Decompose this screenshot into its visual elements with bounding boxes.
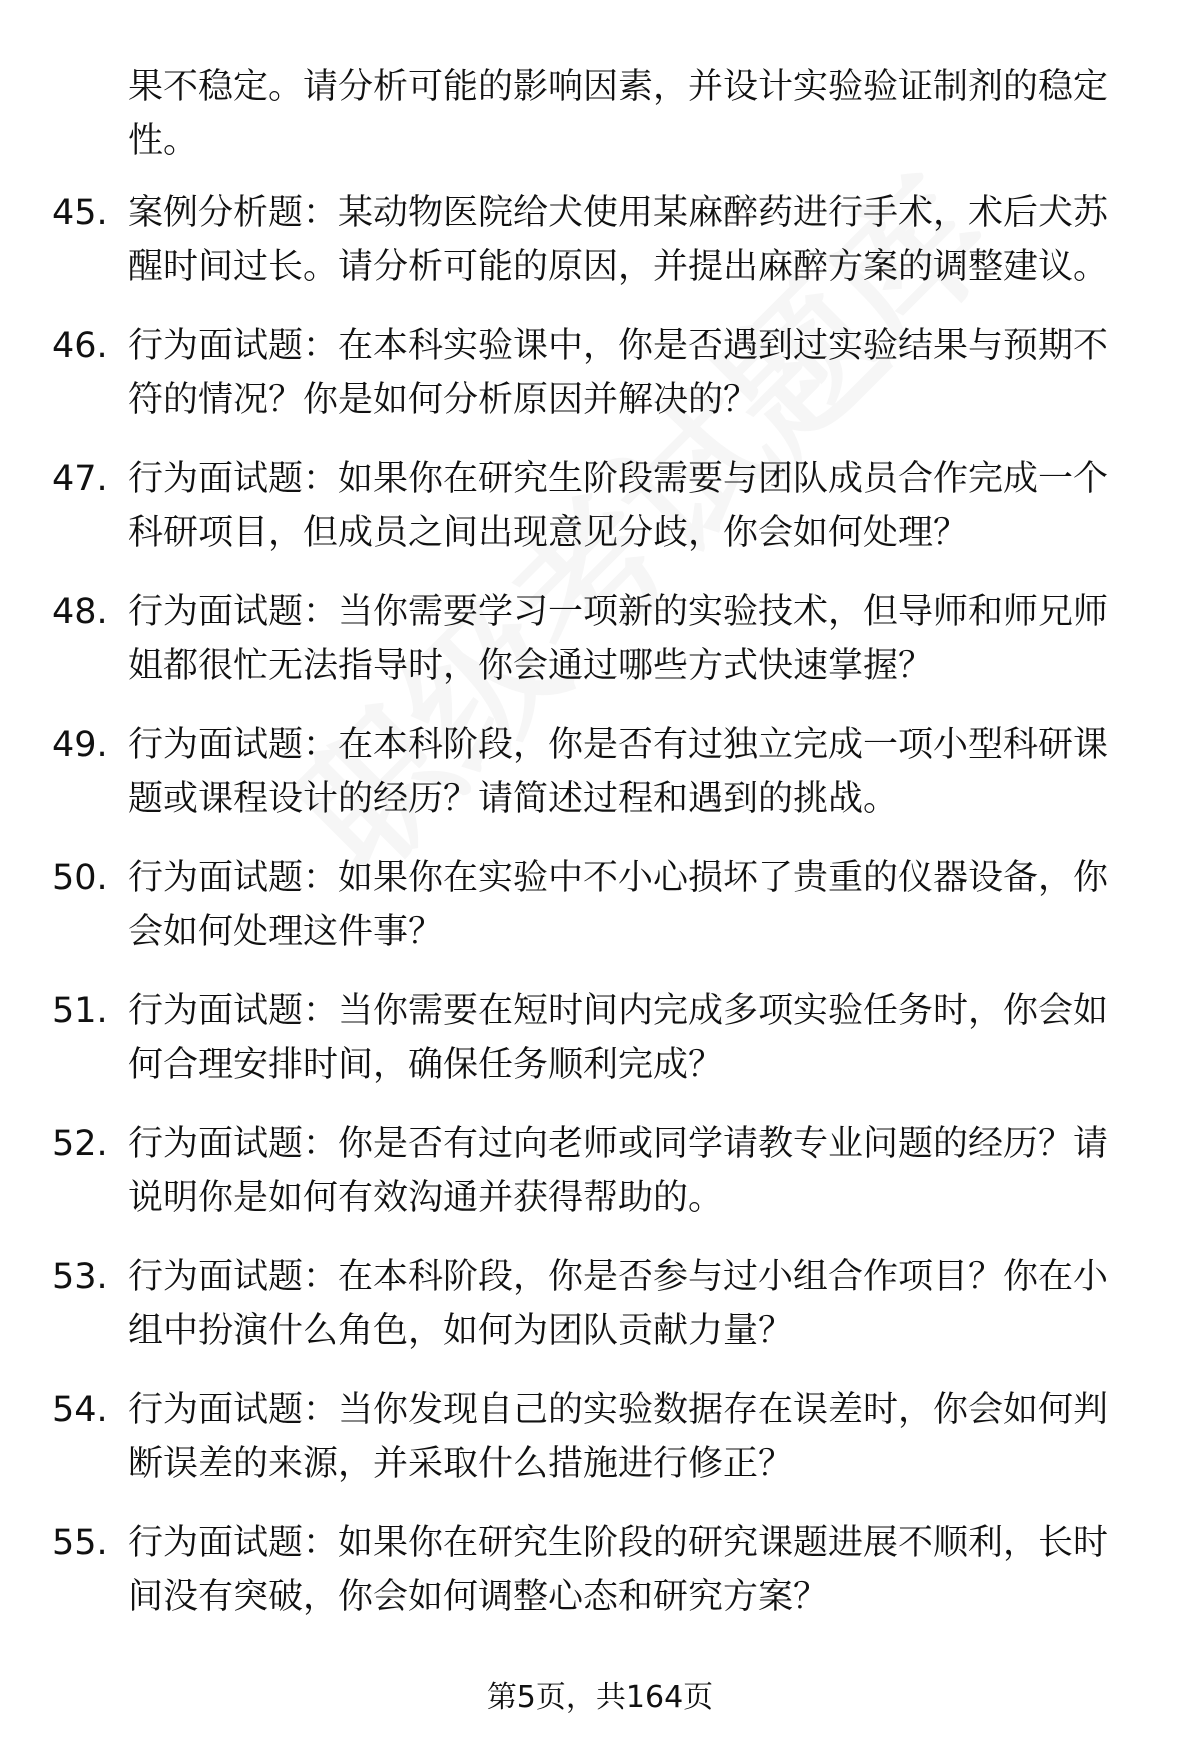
question-text: 案例分析题：某动物医院给犬使用某麻醉药进行手术，术后犬苏醒时间过长。请分析可能的原因，并提出麻醉方案的调整建议。 xyxy=(128,193,1109,287)
question-number: 46. xyxy=(52,326,108,366)
question-item xyxy=(0,319,1200,452)
question-text: 行为面试题：你是否有过向老师或同学请教专业问题的经历？请说明你是如何有效沟通并获得帮助的。 xyxy=(128,1124,1109,1218)
question-item xyxy=(0,1516,1200,1649)
question-text: 行为面试题：在本科阶段，你是否参与过小组合作项目？你在小组中扮演什么角色，如何为团队贡献力量？ xyxy=(128,1257,1109,1351)
page-number-footer: 第5页，共164页 xyxy=(486,1680,714,1715)
question-item xyxy=(0,1250,1200,1383)
question-number: 51. xyxy=(52,991,108,1031)
question-item xyxy=(0,984,1200,1117)
question-number: 52. xyxy=(52,1124,108,1164)
question-number: 45. xyxy=(52,193,108,233)
question-text: 行为面试题：当你需要在短时间内完成多项实验任务时，你会如何合理安排时间，确保任务顺利完成？ xyxy=(128,991,1109,1085)
question-item xyxy=(0,1117,1200,1250)
question-number: 50. xyxy=(52,858,108,898)
question-list xyxy=(0,186,1200,1649)
question-text: 行为面试题：如果你在研究生阶段的研究课题进展不顺利，长时间没有突破，你会如何调整心态和研究方案？ xyxy=(128,1523,1109,1617)
question-text: 行为面试题：当你需要学习一项新的实验技术，但导师和师兄师姐都很忙无法指导时，你会通过哪些方式快速掌握？ xyxy=(128,592,1109,686)
question-item xyxy=(0,1383,1200,1516)
question-number: 47. xyxy=(52,459,108,499)
continuation-paragraph: 果不稳定。请分析可能的影响因素，并设计实验验证制剂的稳定性。 xyxy=(128,67,1109,161)
question-text: 行为面试题：在本科实验课中，你是否遇到过实验结果与预期不符的情况？你是如何分析原因并解决的？ xyxy=(128,326,1109,420)
question-number: 54. xyxy=(52,1390,108,1430)
question-number: 53. xyxy=(52,1257,108,1297)
question-text: 行为面试题：如果你在实验中不小心损坏了贵重的仪器设备，你会如何处理这件事？ xyxy=(128,858,1109,952)
question-item xyxy=(0,851,1200,984)
question-text: 行为面试题：当你发现自己的实验数据存在误差时，你会如何判断误差的来源，并采取什么措施进行修正？ xyxy=(128,1390,1109,1484)
question-text: 行为面试题：如果你在研究生阶段需要与团队成员合作完成一个科研项目，但成员之间出现意见分歧，你会如何处理？ xyxy=(128,459,1109,553)
question-number: 49. xyxy=(52,725,108,765)
question-item xyxy=(0,718,1200,851)
question-number: 55. xyxy=(52,1523,108,1563)
question-number: 48. xyxy=(52,592,108,632)
question-text: 行为面试题：在本科阶段，你是否有过独立完成一项小型科研课题或课程设计的经历？请简述过程和遇到的挑战。 xyxy=(128,725,1109,819)
question-item xyxy=(0,186,1200,319)
question-item xyxy=(0,585,1200,718)
question-item xyxy=(0,452,1200,585)
